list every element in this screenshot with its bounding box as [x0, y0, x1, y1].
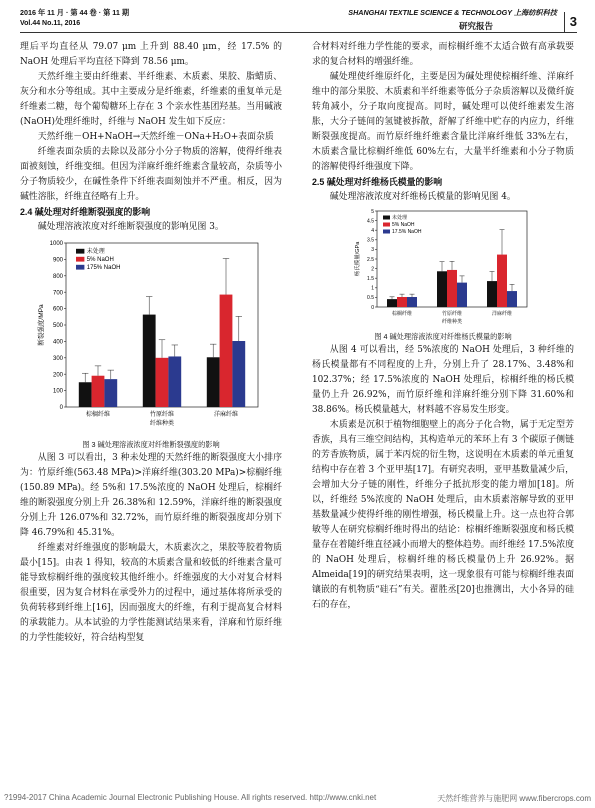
legend-swatch [383, 216, 390, 220]
y-tick-label: 5 [371, 208, 374, 215]
bar [397, 297, 407, 307]
x-tick-label: 棕榈纤维 [85, 412, 111, 418]
y-axis-label: 断裂强度/MPa [38, 304, 45, 346]
paragraph: 从图 3 可以看出，3 种未处理的天然纤维的断裂强度大小排序为：竹原纤维(563.48 MPa)>洋麻纤维(303.20 MPa)>棕榈纤维(150.89 MPa)。经 5%和 17.5%浓度的 NaOH 处理后，棕榈纤维的断裂强度分别上升 26.38%和 12.59%，洋麻纤维的断裂强度分别上升 126.07%和 32.72%，而竹原纤维的断裂强度却分别下降 46.79%和 45.31%。 [20, 453, 282, 538]
bar [457, 283, 467, 307]
bar [507, 291, 517, 307]
figure-4-chart [353, 207, 533, 329]
section-label: 研究报告 [458, 21, 493, 31]
y-tick-label: 1 [371, 285, 374, 292]
section-heading: 2.4 碱处理对纤维断裂强度的影响 [20, 207, 151, 217]
y-tick-label: 200 [52, 372, 63, 379]
bar [437, 271, 447, 307]
paragraph: 合材料对纤维力学性能的要求，而棕榈纤维不太适合做有高承载要求的复合材料的增强纤维。 [312, 42, 574, 67]
x-tick-label: 竹原纤维 [441, 311, 463, 317]
y-tick-label: 700 [52, 290, 63, 297]
legend-label: 5% NaOH [392, 222, 415, 228]
bar [487, 281, 497, 307]
bar [497, 255, 507, 307]
y-tick-label: 0.5 [367, 295, 374, 302]
copyright-text: ?1994-2017 China Academic Journal Electronic Publishing House. All rights reserved. http://www.cnki.net [4, 793, 377, 802]
figure-4-svg [353, 207, 533, 329]
y-tick-label: 4.5 [367, 218, 374, 225]
y-tick-label: 900 [52, 257, 63, 264]
paragraph: 从图 4 可以看出，经 5%浓度的 NaOH 处理后，3 种纤维的杨氏模量都有不同程度的上升，分别上升了 28.17%、3.48%和 102.37%；经 17.5%浓度的 NaOH 处理后，棕榈纤维的杨氏模量仍上升 26.92%，而竹原纤维和洋麻纤维分别下降 31.60%和 38.86%。杨氏模量越大，材料越不容易发生形变。 [312, 345, 574, 415]
bar [232, 341, 245, 407]
y-tick-label: 0 [371, 304, 374, 311]
bar [143, 315, 156, 407]
legend-swatch [76, 265, 84, 270]
y-tick-label: 3.5 [367, 237, 374, 244]
y-tick-label: 2 [371, 266, 374, 273]
x-tick-label: 洋麻纤维 [213, 412, 239, 418]
bar [447, 270, 457, 307]
legend-swatch [76, 257, 84, 262]
legend-label: 175% NaOH [86, 265, 121, 271]
watermark-text: 天然纤维营养与施肥网 www.fibercrops.com [437, 794, 591, 802]
reaction-equation: 天然纤维－OH+NaOH→天然纤维－ONa+H₂O+表面杂质 [37, 132, 274, 142]
y-tick-label: 3 [371, 247, 374, 254]
paragraph: 纤维表面杂质的去除以及部分小分子物质的溶解，使得纤维表面被刻蚀，纤维变细。但因为洋麻纤维纤维素含量较高，杂质等小分子物质较少，在碱性条件下纤维表面刻蚀并不严重。相反，因为碱性溶胀，纤维直径略有上升。 [20, 147, 282, 202]
legend-swatch [383, 223, 390, 227]
paragraph: 木质素是沉积于植物细胞壁上的高分子化合物，属于无定型芳香族，具有三维空间结构，其构造单元的苯环上有 3 个碳原子侧链的芳香族物质，属于苯丙烷的衍生物，这说明在木质素的单元重复结构中存在着 3 个亚甲基[17]。有研究表明，亚甲基数量减少后，会增加大分子链的刚性，纤维分子抵抗形变的能力增加[18]。所以，纤维经 5%浓度的 NaOH 处理后，由木质素溶解导致的亚甲基数量减少使得纤维的刚性增强，杨氏模量上升。这一点也符合郭敏等人在研究棕榈纤维时得出的结论：棕榈纤维断裂强度和杨氏模量存在着随纤维直径减小而增大的整体趋势。而纤维经 17.5%浓度的 NaOH 处理后，棕榈纤维的杨氏模量仍上升 26.92%。据 Almeida[19]的研究结果表明，这一现象很有可能与棕榈纤维表面镶嵌的有机物质“硅石”有关。翟胜丞[20]也推测出，大小各异的硅石的存在， [312, 420, 574, 610]
x-tick-label: 竹原纤维 [149, 412, 175, 418]
x-tick-label: 棕榈纤维 [391, 311, 413, 317]
y-tick-label: 4 [371, 227, 374, 234]
section-heading: 2.5 碱处理对纤维杨氏模量的影响 [312, 177, 443, 187]
y-tick-label: 100 [52, 388, 63, 395]
journal-volume: Vol.44 No.11, 2016 [20, 20, 81, 27]
y-tick-label: 1000 [49, 241, 63, 248]
legend-label: 未处理 [86, 249, 105, 255]
y-tick-label: 400 [52, 339, 63, 346]
bar [79, 382, 92, 407]
bar [387, 299, 397, 307]
legend-label: 5% NaOH [86, 257, 114, 263]
left-column [20, 40, 282, 646]
figure-3-svg [36, 237, 266, 437]
bar [104, 379, 117, 407]
right-column [312, 40, 574, 613]
paragraph: 天然纤维主要由纤维素、半纤维素、木质素、果胶、脂蜡质、灰分和水分等组成。其中主要成分是纤维素，纤维素的重复单元是纤维素二糖，每个葡萄糖环上存在 3 个亲水性基团羟基。当用碱液(NaOH)处理纤维时，纤维与 NaOH 发生如下反应： [20, 72, 282, 127]
y-tick-label: 800 [52, 273, 63, 280]
legend-label: 17.5% NaOH [392, 229, 422, 235]
paragraph: 碱处理使纤维原纤化，主要是因为碱处理使棕榈纤维、洋麻纤维中的部分果胶、木质素和半纤维素等低分子杂质溶解以及微纤旋转角减小，分子取向度提高。同时，碱处理可以使纤维素发生溶胀，大分子链间的氢键被拆散，舒解了纤维中贮存的内应力，纤维断裂强度提高。而竹原纤维纤维素含量比洋麻纤维低 33%左右，木质素含量比棕榈纤维低 60%左右，大量半纤维素和小分子物质的溶解使得纤维强度下降。 [312, 72, 574, 172]
y-axis-label: 杨氏模量/GPa [355, 241, 361, 277]
y-tick-label: 1.5 [367, 275, 374, 282]
bar [156, 358, 169, 407]
paragraph: 理后平均直径从 79.07 μm 上升到 88.40 μm，经 17.5% 的 NaOH 处理后平均直径下降到 78.56 μm。 [20, 42, 282, 67]
paragraph: 碱处理溶液浓度对纤维杨氏模量的影响见图 4。 [329, 192, 516, 202]
page-header [20, 8, 577, 34]
page-footer [4, 793, 591, 802]
bar [207, 357, 220, 407]
journal-title: SHANGHAI TEXTILE SCIENCE & TECHNOLOGY 上海纺织科技 [348, 8, 557, 17]
x-tick-label: 洋麻纤维 [491, 311, 513, 317]
bar [92, 376, 105, 407]
figure-3-chart [36, 237, 266, 437]
header-rule [20, 32, 577, 33]
legend-label: 未处理 [392, 215, 408, 221]
x-axis-label: 纤维种类 [441, 319, 463, 325]
bar [407, 297, 417, 307]
y-tick-label: 300 [52, 355, 63, 362]
bar [220, 295, 233, 407]
y-tick-label: 500 [52, 323, 63, 330]
paragraph: 碱处理溶液浓度对纤维断裂强度的影响见图 3。 [37, 222, 224, 232]
figure-3-caption: 图 3 碱处理溶液浓度对纤维断裂强度的影响 [82, 440, 220, 449]
y-tick-label: 0 [59, 405, 63, 412]
x-axis-label: 纤维种类 [149, 421, 175, 427]
legend-swatch [76, 249, 84, 254]
figure-4-caption: 图 4 碱处理溶液浓度对纤维杨氏模量的影响 [374, 332, 512, 341]
legend-swatch [383, 230, 390, 234]
journal-date: 2016 年 11 月 · 第 44 卷 · 第 11 期 [20, 8, 130, 17]
page-number: 3 [564, 12, 577, 32]
paragraph: 纤维素对纤维强度的影响最大，木质素次之，果胶等胶着物质最小[15]。由表 1 得知，较高的木质素含量和较低的纤维素含量可能导致棕榈纤维的强度较其他纤维小。纤维强度的大小对复合材料很重要，因为复合材料在承受外力的过程中，通过基体将所承受的负荷转移到纤维上[16]，因而强度大的纤维，有利于提高复合材料的承载能力。从本试验的力学性能测试结果来看，洋麻和竹原纤维的力学性能较好，符合结构型复 [20, 543, 282, 643]
y-tick-label: 2.5 [367, 256, 374, 263]
bar [168, 356, 181, 407]
y-tick-label: 600 [52, 306, 63, 313]
